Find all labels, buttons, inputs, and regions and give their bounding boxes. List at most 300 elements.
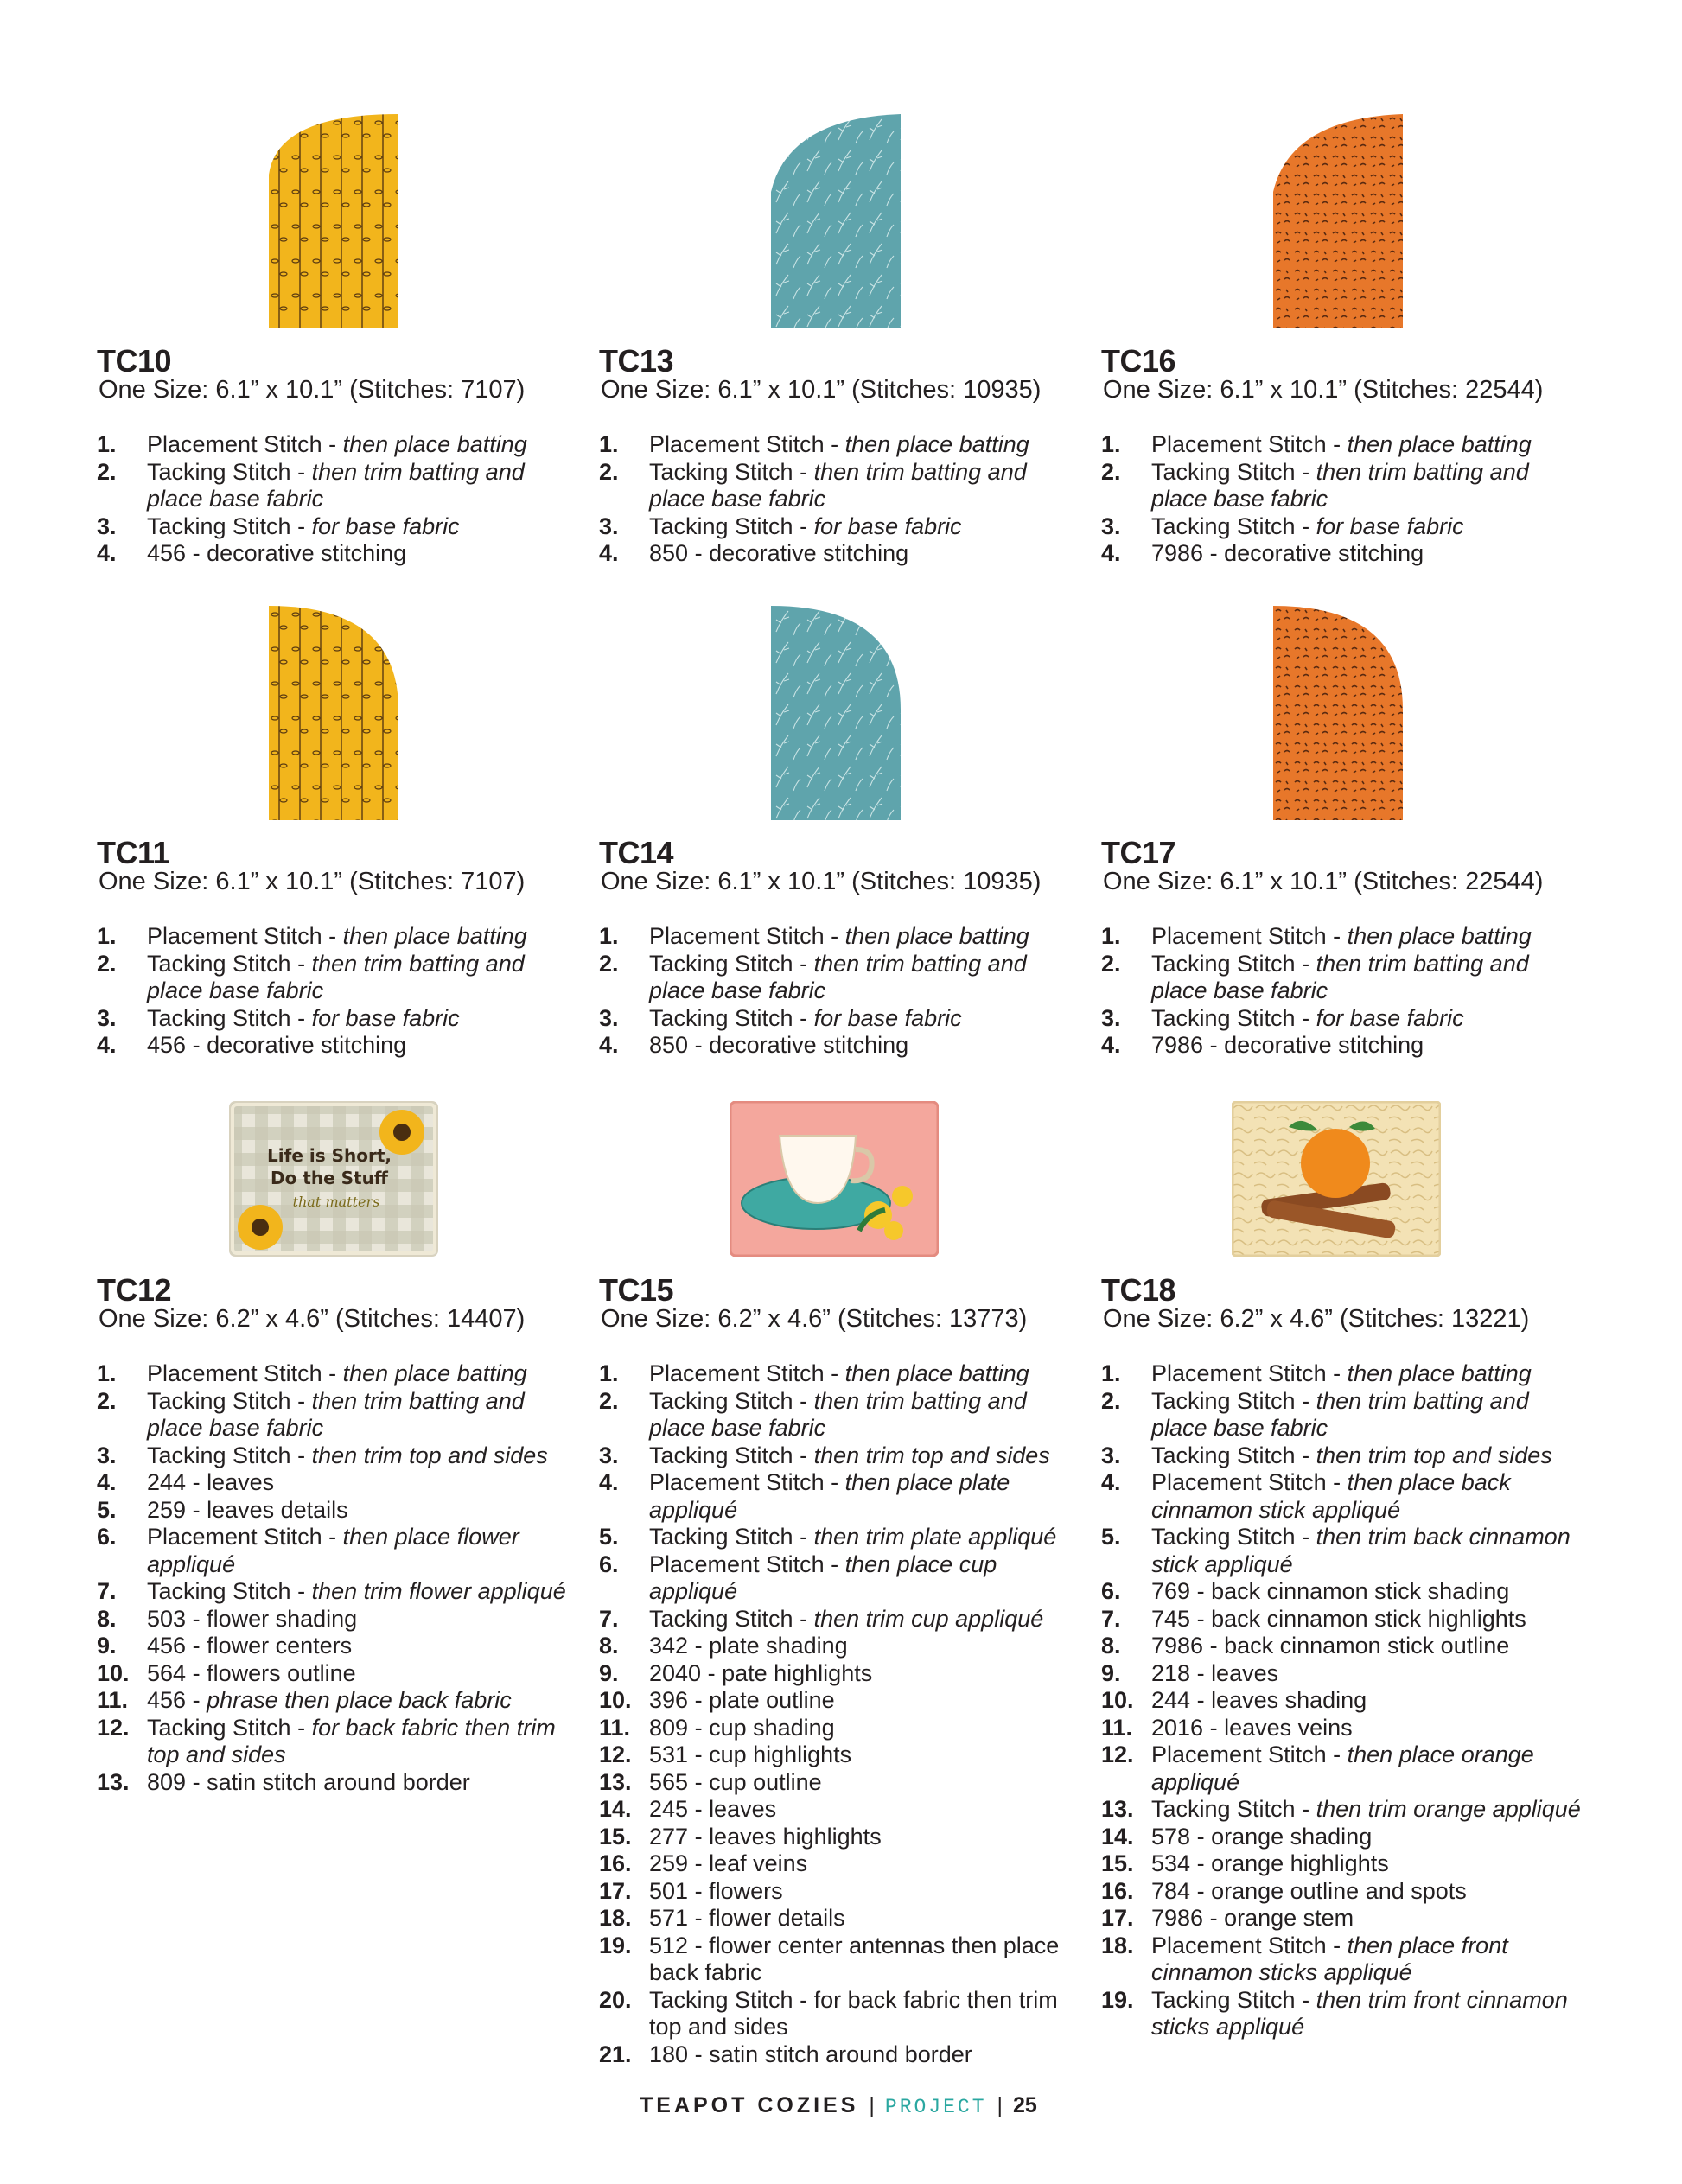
step-item [599,1824,1083,1851]
step-item [599,1850,1083,1878]
step-item [1101,1469,1585,1524]
step-item [97,1360,581,1388]
step-text: 244 - leaves [147,1469,275,1495]
step-item [1101,1687,1585,1715]
step-thread: 245 [649,1796,689,1822]
step-note: then trim top and sides [1316,1442,1552,1468]
step-item [599,1660,1083,1688]
step-description: satin stitch around border [709,2041,972,2067]
step-thread: 571 [649,1905,689,1931]
step-thread: 2016 [1151,1714,1204,1741]
step-number: 4. [599,1032,619,1058]
step-item [97,1633,581,1660]
step-thread: 850 [649,1032,689,1058]
step-thread: 2040 [649,1659,702,1686]
step-text: 456 - flower centers [147,1633,353,1659]
step-description: orange stem [1224,1905,1354,1931]
step-text: Tacking Stitch - then trim batting and place base fabric [649,458,1027,512]
step-item [1101,1032,1585,1060]
step-thread: Tacking Stitch [1151,1004,1296,1031]
step-thread: Tacking Stitch [649,1605,793,1632]
step-description: cup highlights [709,1741,852,1767]
step-text: 7986 - back cinnamon stick outline [1151,1633,1510,1659]
step-text: Tacking Stitch - then trim batting and place base fabric [147,950,525,1003]
step-thread: Placement Stitch [147,1360,322,1386]
step-item [599,1741,1083,1769]
step-thread: 456 [147,1633,187,1659]
step-text: Tacking Stitch - then trim flower appliqué [147,1578,566,1604]
step-description: leaves [1211,1659,1279,1686]
step-thread: Tacking Stitch [649,458,793,485]
step-thread: Tacking Stitch [649,1986,793,2013]
step-thread: Placement Stitch [649,1550,825,1577]
step-thread: Tacking Stitch [1151,458,1296,485]
step-note: then place batting [342,431,527,457]
footer-section: PROJECT [884,2096,987,2118]
step-text: Tacking Stitch - then trim front cinnamon sticks appliqué [1151,1986,1568,2040]
step-number: 2. [599,458,619,485]
step-number: 4. [1101,1032,1121,1058]
step-text: 784 - orange outline and spots [1151,1877,1467,1904]
step-text: 7986 - orange stem [1151,1905,1354,1931]
step-note: then place cup appliqué [649,1550,997,1604]
step-thread: 7986 [1151,1905,1204,1931]
step-description: decorative stitching [207,1032,407,1058]
step-thread: Tacking Stitch [1151,1524,1296,1550]
step-item [599,2041,1083,2069]
step-list [1101,431,1585,568]
step-item [97,1032,581,1060]
step-description: cup shading [709,1714,835,1741]
step-text: Tacking Stitch - for base fabric [1151,1004,1464,1031]
step-number: 5. [599,1524,619,1550]
design-size: One Size: 6.1” x 10.1” (Stitches: 10935) [601,868,1042,895]
step-number: 11. [1101,1714,1133,1741]
step-thread: Tacking Stitch [147,1442,291,1468]
step-thread: Tacking Stitch [1151,513,1296,539]
step-number: 2. [1101,950,1121,977]
step-text: Placement Stitch - then place batting [649,923,1029,949]
step-thread: 578 [1151,1823,1191,1850]
patch-text-line2: Do the Stuff [270,1168,389,1188]
step-number: 4. [97,1032,117,1058]
design-size: One Size: 6.1” x 10.1” (Stitches: 22544) [1103,868,1544,895]
step-number: 1. [97,923,117,949]
footer-divider: | [869,2093,875,2117]
step-text: Placement Stitch - then place batting [649,431,1029,457]
step-thread: Placement Stitch [649,1469,825,1495]
step-note: then trim top and sides [813,1442,1050,1468]
step-thread: Tacking Stitch [649,1442,793,1468]
step-note: then trim plate appliqué [813,1524,1057,1550]
step-note: then place batting [342,923,527,949]
step-thread: 396 [649,1687,689,1713]
step-item [97,513,581,541]
step-number: 15. [1101,1850,1134,1876]
step-text: Placement Stitch - then place batting [1151,431,1532,457]
step-description: decorative stitching [1224,1032,1424,1058]
step-text: 565 - cup outline [649,1768,822,1795]
step-number: 5. [97,1496,117,1523]
step-number: 12. [1101,1741,1134,1767]
step-text: 277 - leaves highlights [649,1823,882,1850]
step-description: back cinnamon stick outline [1224,1633,1510,1659]
step-item [1101,1360,1585,1388]
step-text: 2040 - pate highlights [649,1659,873,1686]
step-number: 18. [1101,1932,1134,1958]
step-item [599,1606,1083,1633]
step-note: then place batting [844,431,1029,457]
step-number: 9. [97,1633,117,1659]
step-item [1101,1715,1585,1742]
step-text: 534 - orange highlights [1151,1850,1389,1876]
step-description: leaves details [207,1496,348,1523]
step-note: for back fabric then trim top and sides [147,1714,556,1767]
step-item [599,540,1083,568]
step-thread: 7986 [1151,540,1204,566]
step-item [1101,1932,1585,1987]
design-code: TC18 [1101,1272,1176,1308]
step-item [97,1524,581,1578]
step-item [599,513,1083,541]
tc17-swatch-image [1273,606,1403,820]
step-description: orange shading [1211,1823,1373,1850]
step-thread: Placement Stitch [649,431,825,457]
step-number: 15. [599,1823,632,1850]
step-thread: 244 [1151,1687,1191,1713]
step-thread: Placement Stitch [1151,1469,1327,1495]
step-item [97,1660,581,1688]
step-text: Placement Stitch - then place flower appliqué [147,1524,519,1577]
step-number: 3. [599,1004,619,1031]
step-description: flowers [709,1877,783,1904]
step-text: Tacking Stitch - then trim plate appliqué [649,1524,1057,1550]
step-thread: 7986 [1151,1633,1204,1659]
tc11-swatch-image [269,606,398,820]
step-item [1101,1878,1585,1906]
step-text: 503 - flower shading [147,1605,358,1632]
step-thread: Placement Stitch [649,923,825,949]
step-text: Placement Stitch - then place batting [147,1360,527,1386]
step-description: leaves shading [1211,1687,1367,1713]
step-number: 10. [599,1687,632,1713]
step-thread: Tacking Stitch [147,513,291,539]
step-number: 4. [599,1469,619,1495]
step-number: 4. [1101,540,1121,566]
step-item [1101,1660,1585,1688]
step-item [1101,1578,1585,1606]
step-text: 456 - decorative stitching [147,1032,407,1058]
step-description: back cinnamon stick shading [1211,1578,1510,1604]
step-item [599,923,1083,951]
step-text: 850 - decorative stitching [649,540,909,566]
step-text: 512 - flower center antennas then place back fabric [649,1932,1060,1985]
step-text: 245 - leaves [649,1796,777,1822]
step-text: 531 - cup highlights [649,1741,852,1767]
step-note: then place batting [1347,923,1532,949]
step-thread: Placement Stitch [1151,1932,1327,1958]
step-description: decorative stitching [207,540,407,566]
step-thread: 745 [1151,1605,1191,1632]
step-item [1101,1005,1585,1033]
step-text: Tacking Stitch - then trim back cinnamon stick appliqué [1151,1524,1571,1577]
step-thread: 564 [147,1659,187,1686]
design-code: TC10 [97,343,172,379]
step-thread: 512 [649,1932,689,1958]
step-thread: 850 [649,540,689,566]
step-text: 259 - leaf veins [649,1850,808,1876]
step-description: flower center antennas then place back fabric [649,1932,1060,1985]
step-number: 4. [97,1469,117,1495]
design-code: TC13 [599,343,674,379]
step-number: 3. [1101,1442,1121,1468]
step-text: Placement Stitch - then place back cinnamon stick appliqué [1151,1469,1511,1523]
step-description: flowers outline [207,1659,356,1686]
step-number: 4. [97,540,117,566]
step-note: then trim batting and place base fabric [147,1387,525,1441]
step-text: 501 - flowers [649,1877,783,1904]
design-size: One Size: 6.2” x 4.6” (Stitches: 14407) [99,1305,526,1333]
step-note: then place flower appliqué [147,1524,519,1577]
step-item [599,1905,1083,1932]
step-note: then place batting [844,923,1029,949]
step-number: 2. [1101,458,1121,485]
step-thread: Tacking Stitch [649,1004,793,1031]
step-text: 180 - satin stitch around border [649,2041,972,2067]
step-item [97,540,581,568]
step-text: Tacking Stitch - for base fabric [1151,513,1464,539]
step-thread: Placement Stitch [1151,431,1327,457]
step-description: leaves veins [1224,1714,1353,1741]
step-description: cup outline [709,1768,822,1795]
step-text: Placement Stitch - then place cup appliqué [649,1550,997,1604]
step-thread: 784 [1151,1877,1191,1904]
step-text: Placement Stitch - then place batting [147,923,527,949]
step-item [599,459,1083,513]
step-description: back cinnamon stick highlights [1211,1605,1526,1632]
step-thread: 565 [649,1768,689,1795]
step-note: then trim batting and place base fabric [147,950,525,1003]
step-number: 2. [97,458,117,485]
tc10-swatch-image [269,114,398,328]
step-description: decorative stitching [1224,540,1424,566]
step-text: Tacking Stitch - for back fabric then trim top and sides [649,1986,1058,2040]
step-thread: Tacking Stitch [147,950,291,977]
step-item [1101,459,1585,513]
tc12-patch-image [229,1101,438,1257]
step-text: Tacking Stitch - then trim cup appliqué [649,1605,1044,1632]
step-note: then trim cup appliqué [813,1605,1044,1632]
step-item [599,1524,1083,1551]
step-list [1101,1360,1585,2041]
step-number: 2. [599,950,619,977]
step-number: 11. [599,1714,631,1741]
step-number: 6. [97,1524,117,1550]
step-number: 2. [1101,1387,1121,1414]
design-code: TC12 [97,1272,172,1308]
step-thread: 218 [1151,1659,1191,1686]
step-item [97,1469,581,1497]
step-text: Tacking Stitch - then trim top and sides [649,1442,1050,1468]
design-code: TC15 [599,1272,674,1308]
step-number: 19. [599,1932,632,1958]
step-description: leaf veins [709,1850,808,1876]
step-item [599,1796,1083,1824]
step-item [1101,923,1585,951]
step-number: 3. [1101,513,1121,539]
design-size: One Size: 6.2” x 4.6” (Stitches: 13773) [601,1305,1028,1333]
step-list [97,1360,581,1796]
step-item [599,1987,1083,2041]
step-thread: Tacking Stitch [147,458,291,485]
step-note: then trim batting and place base fabric [649,1387,1027,1441]
step-thread: 456 [147,1687,187,1713]
step-number: 6. [1101,1578,1121,1604]
step-note: then trim batting and place base fabric [1151,458,1529,512]
step-number: 1. [1101,431,1121,457]
step-item [599,1769,1083,1797]
step-number: 1. [1101,923,1121,949]
step-item [97,1497,581,1525]
step-text: 809 - satin stitch around border [147,1768,470,1795]
step-text: Tacking Stitch - then trim batting and place base fabric [1151,458,1529,512]
step-thread: Placement Stitch [1151,1741,1327,1767]
step-item [599,1687,1083,1715]
step-thread: 259 [147,1496,187,1523]
step-number: 20. [599,1986,632,2013]
design-size: One Size: 6.1” x 10.1” (Stitches: 10935) [601,376,1042,404]
step-number: 1. [599,1360,619,1386]
step-text: 7986 - decorative stitching [1151,1032,1424,1058]
step-thread: 277 [649,1823,689,1850]
step-thread: 809 [147,1768,187,1795]
step-number: 13. [1101,1796,1134,1822]
step-thread: 180 [649,2041,689,2067]
step-number: 2. [599,1387,619,1414]
step-thread: Tacking Stitch [147,1004,291,1031]
step-item [97,1606,581,1633]
step-thread: Placement Stitch [1151,1360,1327,1386]
design-size: One Size: 6.1” x 10.1” (Stitches: 22544) [1103,376,1544,404]
step-number: 1. [97,1360,117,1386]
step-note: then place plate appliqué [649,1469,1010,1523]
step-description: leaves [709,1796,777,1822]
step-note: then trim batting and place base fabric [649,458,1027,512]
step-list [97,431,581,568]
step-item [97,923,581,951]
step-note: then place batting [1347,431,1532,457]
step-text: Tacking Stitch - for back fabric then trim top and sides [147,1714,556,1767]
step-number: 3. [1101,1004,1121,1031]
step-number: 5. [1101,1524,1121,1550]
footer-brand: TEAPOT COZIES [640,2093,859,2117]
step-item [1101,540,1585,568]
step-item [599,1360,1083,1388]
step-thread: Tacking Stitch [147,1387,291,1414]
step-text: 564 - flowers outline [147,1659,356,1686]
step-text: Tacking Stitch - then trim top and sides [1151,1442,1552,1468]
step-text: Tacking Stitch - then trim batting and place base fabric [649,1387,1027,1441]
design-code: TC17 [1101,835,1176,870]
patch-text-line3: that matters [292,1194,380,1210]
step-thread: Tacking Stitch [649,513,793,539]
step-thread: Tacking Stitch [649,950,793,977]
step-item [1101,1606,1585,1633]
design-code: TC14 [599,835,674,870]
step-text: Tacking Stitch - then trim top and sides [147,1442,548,1468]
step-number: 1. [97,431,117,457]
step-note: for base fabric [311,513,460,539]
step-number: 9. [599,1659,619,1686]
step-item [97,1687,581,1715]
step-note: phrase then place back fabric [207,1687,512,1713]
tc16-swatch-image [1273,114,1403,328]
step-text: Placement Stitch - then place batting [1151,1360,1532,1386]
step-text: 809 - cup shading [649,1714,835,1741]
step-thread: Tacking Stitch [649,1524,793,1550]
step-number: 12. [97,1714,130,1741]
step-note: then trim flower appliqué [311,1578,566,1604]
step-number: 3. [599,1442,619,1468]
step-text: 456 - decorative stitching [147,540,407,566]
step-item [1101,431,1585,459]
step-number: 13. [599,1768,632,1795]
tc18-patch-image [1232,1101,1441,1257]
step-thread: Placement Stitch [649,1360,825,1386]
design-size: One Size: 6.2” x 4.6” (Stitches: 13221) [1103,1305,1530,1333]
step-list [599,1360,1083,2068]
step-item [599,1442,1083,1470]
step-text: 745 - back cinnamon stick highlights [1151,1605,1526,1632]
step-number: 8. [97,1605,117,1632]
step-item [1101,951,1585,1005]
step-item [1101,1796,1585,1824]
step-text: Placement Stitch - then place plate appliqué [649,1469,1010,1523]
step-item [1101,1850,1585,1878]
step-number: 17. [599,1877,632,1904]
step-description: flower shading [207,1605,358,1632]
step-description: satin stitch around border [207,1768,470,1795]
design-size: One Size: 6.1” x 10.1” (Stitches: 7107) [99,376,526,404]
step-text: 218 - leaves [1151,1659,1279,1686]
step-text: 456 - phrase then place back fabric [147,1687,512,1713]
step-note: then place orange appliqué [1151,1741,1534,1795]
step-description: orange outline and spots [1211,1877,1467,1904]
step-text: Tacking Stitch - then trim batting and place base fabric [1151,1387,1529,1441]
step-text: Placement Stitch - then place front cinnamon sticks appliqué [1151,1932,1508,1985]
step-item [97,1005,581,1033]
step-thread: 503 [147,1605,187,1632]
step-note: then trim batting and place base fabric [1151,1387,1529,1441]
step-thread: 534 [1151,1850,1191,1876]
step-text: Tacking Stitch - for base fabric [147,513,460,539]
step-number: 16. [1101,1877,1134,1904]
step-thread: 456 [147,540,187,566]
step-number: 1. [1101,1360,1121,1386]
step-thread: Placement Stitch [147,1524,322,1550]
step-description: pate highlights [722,1659,873,1686]
step-item [1101,1388,1585,1442]
step-text: 850 - decorative stitching [649,1032,909,1058]
step-thread: 259 [649,1850,689,1876]
step-description: flower details [709,1905,845,1931]
step-thread: 501 [649,1877,689,1904]
step-note: then trim front cinnamon sticks appliqué [1151,1986,1568,2040]
step-note: for base fabric [813,1004,962,1031]
step-text: Placement Stitch - then place batting [1151,923,1532,949]
design-code: TC11 [97,835,170,870]
step-item [97,459,581,513]
